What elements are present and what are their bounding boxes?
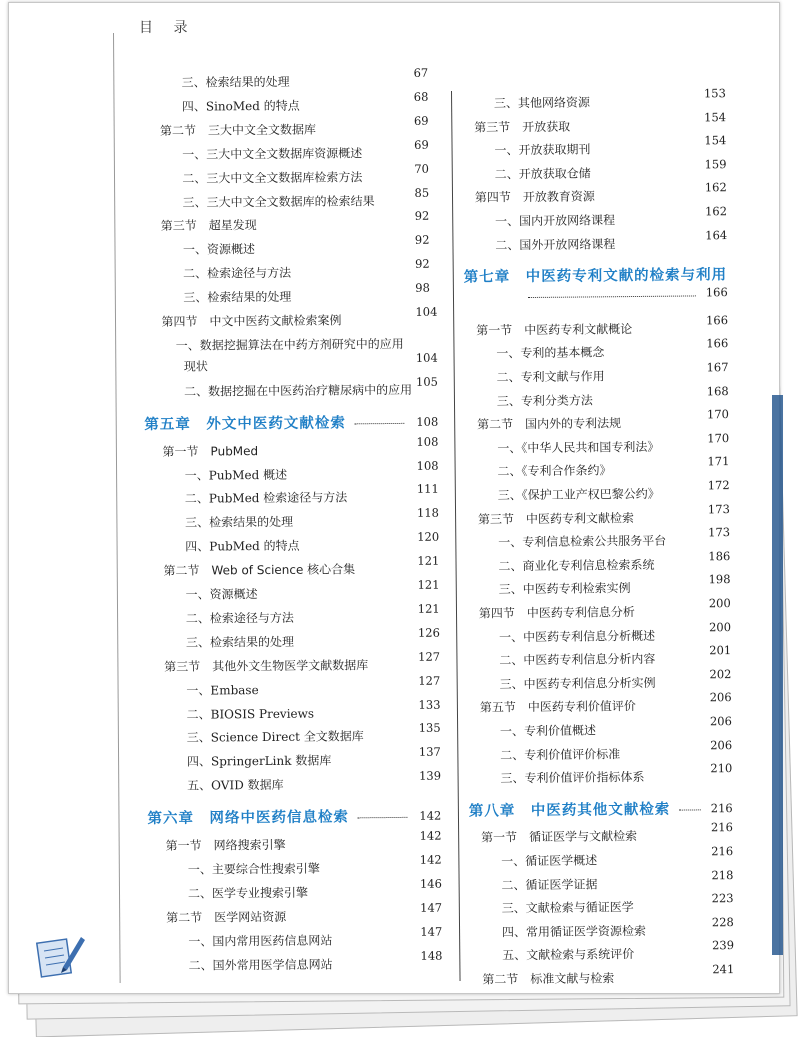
toc-item	[185, 489, 348, 507]
toc-item-label: 一、三大中文全文数据库资源概述	[182, 145, 363, 162]
toc-item-label: 一、Embase	[186, 682, 259, 698]
toc-page-number: 147	[420, 924, 443, 939]
toc-page-number: 198	[708, 572, 731, 587]
toc-item-label: 三、检索结果的处理	[181, 74, 290, 90]
toc-item	[497, 462, 611, 480]
toc-item	[182, 97, 300, 115]
toc-item-label: 一、主要综合性搜索引擎	[187, 861, 320, 877]
toc-item-label: 第三节 开放获取	[474, 119, 571, 135]
toc-item	[188, 931, 332, 949]
toc-item	[183, 288, 291, 306]
toc-page-number: 168	[706, 383, 729, 398]
section-title	[479, 603, 635, 621]
toc-page-number: 166	[705, 285, 728, 300]
toc-item	[494, 93, 590, 111]
toc-item-label: 三、中医药专利信息分析实例	[499, 675, 656, 692]
toc-item	[499, 674, 655, 692]
toc-item-label: 二、医学专业搜索引擎	[187, 885, 309, 901]
toc-page-number: 104	[415, 304, 438, 319]
toc-item	[182, 73, 290, 91]
toc-item	[182, 192, 374, 211]
toc-item	[502, 922, 646, 940]
toc-page-number: 139	[419, 768, 442, 783]
toc-item-label: 二、检索途径与方法	[185, 610, 294, 626]
toc-item	[188, 883, 308, 901]
toc-item	[186, 585, 258, 603]
toc-item	[183, 264, 291, 282]
toc-item-label: 三、检索结果的处理	[185, 634, 295, 650]
toc-item-label: 三、专利分类方法	[496, 393, 593, 408]
toc-item	[188, 859, 320, 877]
section-title	[475, 188, 595, 206]
toc-item-label: 第二节 国内外的专利法规	[477, 416, 622, 432]
toc-page-number: 69	[413, 113, 429, 128]
toc-item	[187, 752, 331, 770]
toc-page-number: 171	[707, 454, 730, 469]
toc-item-label: 二、开放获取仓储	[494, 166, 591, 182]
toc-page-number: 69	[414, 137, 429, 152]
toc-item-label: 一、专利价值概述	[499, 723, 597, 739]
toc-page-number: 166	[706, 336, 729, 351]
toc-item	[187, 704, 315, 722]
chapter-title	[464, 263, 728, 287]
toc-item-label: 二、国外开放网络课程	[495, 236, 616, 252]
toc-item-label: 二、专利价值评价标准	[500, 746, 621, 762]
section-title	[162, 442, 258, 460]
toc-item	[500, 745, 620, 763]
toc-item-label: 一、资源概述	[182, 242, 256, 257]
toc-page-number: 206	[709, 690, 732, 705]
toc-item-label: 二、BIOSIS Previews	[186, 706, 315, 722]
toc-page-number: 105	[415, 374, 438, 389]
toc-page-number: 210	[710, 761, 733, 776]
toc-item-label: 四、常用循证医学资源检索	[501, 923, 647, 940]
toc-page-number: 216	[711, 844, 734, 859]
toc-item	[496, 344, 604, 362]
toc-page-number: 108	[416, 458, 439, 473]
toc-item	[495, 211, 615, 229]
toc-item	[498, 532, 666, 551]
toc-item-label: 第二节 Web of Science 核心合集	[163, 562, 356, 578]
toc-page-number: 92	[414, 233, 430, 248]
toc-item	[494, 141, 590, 159]
toc-page-number: 147	[420, 900, 443, 915]
toc-item-label: 五、文献检索与系统评价	[502, 947, 635, 963]
toc-item-label: 第一节 网络搜索引擎	[165, 837, 286, 853]
toc-page-number: 108	[416, 414, 439, 429]
toc-item-label: 一、专利信息检索公共服务平台	[498, 533, 667, 550]
toc-item-label: 第四节 中医药专利信息分析	[478, 605, 635, 621]
toc-item-label: 三、中医药专利检索实例	[498, 581, 631, 597]
toc-page-number: 200	[708, 619, 732, 634]
toc-page	[8, 2, 780, 994]
toc-page-number: 126	[417, 625, 440, 640]
page-header: 目 录	[139, 20, 196, 36]
toc-item-label: 第二节 医学网站资源	[166, 909, 287, 925]
toc-page-number: 223	[711, 891, 734, 906]
toc-item-label: 五、OVID 数据库	[187, 778, 284, 793]
toc-item	[182, 144, 362, 162]
toc-page-number: 153	[703, 86, 726, 101]
toc-item	[499, 650, 655, 668]
toc-item-label: 第六章 网络中医药信息检索	[147, 809, 349, 828]
toc-page-number: 118	[416, 505, 440, 521]
toc-page-number: 142	[419, 828, 442, 843]
toc-item	[184, 381, 412, 400]
section-title	[478, 509, 634, 527]
toc-item-label: 一、中医药专利信息分析概述	[499, 628, 656, 644]
toc-page-number: 172	[707, 478, 730, 493]
toc-page-number: 92	[415, 256, 430, 272]
toc-item-label: 第二节 三大中文全文数据库	[159, 122, 317, 138]
section-title	[477, 414, 621, 432]
toc-page-number: 67	[413, 65, 429, 80]
toc-item-label: 四、SpringerLink 数据库	[186, 753, 332, 769]
toc-item-label: 第四节 中文中医药文献检索案例	[161, 313, 342, 329]
toc-page-number: 146	[419, 876, 442, 891]
chapter-title	[469, 797, 671, 820]
toc-page-number: 206	[710, 737, 733, 752]
toc-page-number: 154	[704, 133, 727, 148]
toc-page-number: 170	[707, 430, 730, 446]
toc-page-number: 98	[415, 280, 430, 295]
column-divider	[451, 91, 461, 981]
toc-item-label: 一、数据挖掘算法在中药方剂研究中的应用	[175, 336, 404, 353]
toc-item-label: 三、专利价值评价指标体系	[500, 770, 645, 786]
toc-page-number: 142	[419, 808, 442, 823]
toc-item-label: 第五章 外文中医药文献检索	[144, 415, 346, 433]
toc-item-label: 三、其他网络资源	[493, 95, 591, 111]
toc-item-label: 一、开放获取期刊	[494, 142, 591, 158]
toc-item	[499, 579, 631, 597]
toc-page-number: 111	[416, 482, 439, 497]
section-title	[481, 827, 637, 845]
toc-page-number: 201	[709, 643, 732, 658]
toc-item	[186, 609, 294, 627]
toc-item-label: 一、循证医学概述	[501, 853, 598, 869]
toc-page-number: 186	[708, 548, 731, 564]
toc-page-number: 135	[418, 721, 441, 736]
toc-page-number: 121	[417, 601, 440, 616]
toc-page-number: 239	[712, 938, 735, 953]
section-title	[476, 320, 632, 338]
toc-item-label: 四、SinoMed 的特点	[181, 98, 300, 114]
toc-item-label: 四、PubMed 的特点	[185, 538, 300, 554]
toc-item	[501, 851, 597, 869]
dotted-leader	[528, 296, 696, 299]
toc-item	[495, 164, 591, 182]
toc-item-label: 第八章 中医药其他文献检索	[468, 801, 671, 820]
toc-item-label: 一、PubMed 概述	[184, 467, 288, 483]
section-title	[160, 120, 316, 138]
toc-item	[502, 945, 634, 963]
toc-item-label: 第三节 超星发现	[160, 218, 257, 234]
toc-item-label: 二、检索途径与方法	[183, 265, 292, 281]
toc-page-number: 200	[708, 596, 731, 611]
toc-page-number: 70	[414, 161, 430, 176]
toc-item-label: 三、检索结果的处理	[185, 515, 294, 530]
toc-page-number: 154	[704, 109, 727, 124]
margin-rule	[113, 33, 121, 983]
toc-page-number: 164	[705, 227, 728, 242]
dotted-leader	[678, 809, 700, 810]
toc-item	[498, 485, 660, 504]
toc-item-label: 二、数据挖掘在中医药治疗糖尿病中的应用	[184, 382, 413, 399]
toc-item-label: 一、专利的基本概念	[496, 345, 605, 361]
toc-page-number: 127	[418, 649, 441, 664]
toc-item-label: 二、循证医学证据	[501, 876, 598, 892]
toc-page-number: 202	[709, 666, 732, 682]
toc-item-label: 三、Science Direct 全文数据库	[186, 729, 364, 746]
toc-page-number: 167	[706, 360, 729, 375]
toc-item-label: 三、《保护工业产权巴黎公约》	[497, 486, 660, 503]
toc-item-label: 第五节 中医药专利价值评价	[479, 699, 636, 715]
toc-item	[497, 367, 605, 385]
toc-item-label: 第一节 PubMed	[162, 443, 259, 459]
toc-page-number: 170	[706, 407, 730, 422]
section-title	[480, 697, 636, 715]
toc-page-number: 92	[414, 209, 430, 224]
toc-item	[185, 465, 288, 483]
toc-item-label: 二、国外常用医学信息网站	[188, 956, 333, 973]
toc-item-label: 第四节 开放教育资源	[474, 189, 595, 205]
toc-page-number: 108	[416, 434, 439, 449]
toc-page-number: 216	[710, 800, 733, 816]
toc-page-number: 173	[708, 525, 731, 540]
toc-item	[176, 335, 404, 375]
section-title	[161, 311, 341, 329]
toc-item-label: 一、《中华人民共和国专利法》	[497, 439, 660, 456]
chapter-title	[144, 411, 346, 434]
toc-page-number: 148	[420, 948, 443, 963]
toc-item	[187, 728, 364, 746]
toc-page-number: 142	[419, 852, 442, 867]
toc-item-label: 第二节 标准文献与检索	[482, 971, 615, 987]
toc-page-number: 218	[711, 867, 734, 882]
side-tab	[772, 395, 783, 955]
toc-item	[497, 438, 659, 457]
section-title	[164, 656, 368, 675]
chapter-title	[147, 805, 349, 828]
toc-page-number: 104	[415, 350, 438, 365]
toc-page-number: 173	[707, 501, 730, 516]
toc-item-label: 第三节 中医药专利文献检索	[477, 510, 635, 527]
toc-item	[185, 513, 293, 531]
toc-item	[182, 168, 362, 186]
toc-item-label: 二、中医药专利信息分析内容	[499, 652, 656, 668]
toc-item	[183, 240, 255, 258]
toc-page-number: 228	[711, 914, 734, 930]
toc-item	[500, 768, 644, 786]
toc-item	[498, 556, 654, 574]
toc-page-number: 120	[417, 529, 440, 544]
toc-page-number: 133	[418, 697, 441, 712]
toc-item-label: 第一节 中医药专利文献概论	[476, 321, 633, 338]
toc-item-label: 二、商业化专利信息检索系统	[498, 557, 655, 574]
toc-item-label: 三、三大中文全文数据库的检索结果	[182, 193, 375, 210]
toc-page-number: 166	[706, 312, 729, 328]
toc-item-label: 二、PubMed 检索途径与方法	[184, 490, 348, 507]
toc-item	[495, 235, 615, 253]
toc-item-label: 二、三大中文全文数据库检索方法	[182, 169, 363, 186]
toc-item-label: 二、专利文献与作用	[496, 369, 605, 385]
dotted-leader	[354, 423, 404, 424]
toc-page-number: 121	[417, 577, 440, 592]
toc-item	[186, 681, 258, 699]
toc-item-label: 三、文献检索与循证医学	[501, 900, 634, 916]
toc-page-number: 241	[712, 962, 735, 977]
toc-page-number: 68	[413, 89, 429, 104]
toc-page-number: 206	[709, 714, 732, 729]
section-title	[166, 836, 286, 854]
toc-item-label: 一、国内常用医药信息网站	[188, 933, 333, 949]
toc-item	[185, 537, 300, 555]
toc-page-number: 159	[704, 156, 727, 172]
toc-item-label: 第七章 中医药专利文献的检索与利用	[463, 267, 728, 286]
toc-item-label: 第一节 循证医学与文献检索	[480, 829, 638, 845]
toc-item	[188, 955, 332, 973]
toc-page-number: 216	[710, 820, 733, 835]
dotted-leader	[357, 817, 407, 818]
toc-item	[187, 776, 284, 794]
notebook-pen-icon	[33, 931, 87, 979]
toc-item	[500, 721, 596, 739]
toc-page-number: 162	[704, 204, 728, 219]
toc-item	[499, 626, 655, 644]
toc-item-label: 一、资源概述	[185, 587, 258, 602]
toc-page-number: 85	[414, 185, 430, 200]
section-title	[161, 216, 257, 234]
section-title	[474, 117, 570, 135]
toc-item-label-continued: 现状	[183, 359, 208, 374]
toc-item-label: 第三节 其他外文生物医学文献数据库	[164, 657, 369, 674]
toc-item-label: 二、《专利合作条约》	[497, 463, 612, 479]
toc-page-number: 121	[417, 553, 440, 568]
toc-page-number: 162	[704, 180, 727, 195]
toc-page-number: 127	[418, 673, 441, 688]
toc-item	[186, 633, 294, 651]
toc-page-number: 137	[418, 744, 441, 760]
toc-item	[501, 875, 597, 893]
section-title	[482, 969, 614, 987]
section-title	[166, 908, 286, 926]
toc-item	[502, 898, 634, 916]
toc-item-label: 三、检索结果的处理	[183, 289, 292, 305]
toc-item	[497, 391, 593, 409]
toc-item-label: 一、国内开放网络课程	[495, 213, 616, 229]
section-title	[163, 560, 355, 579]
